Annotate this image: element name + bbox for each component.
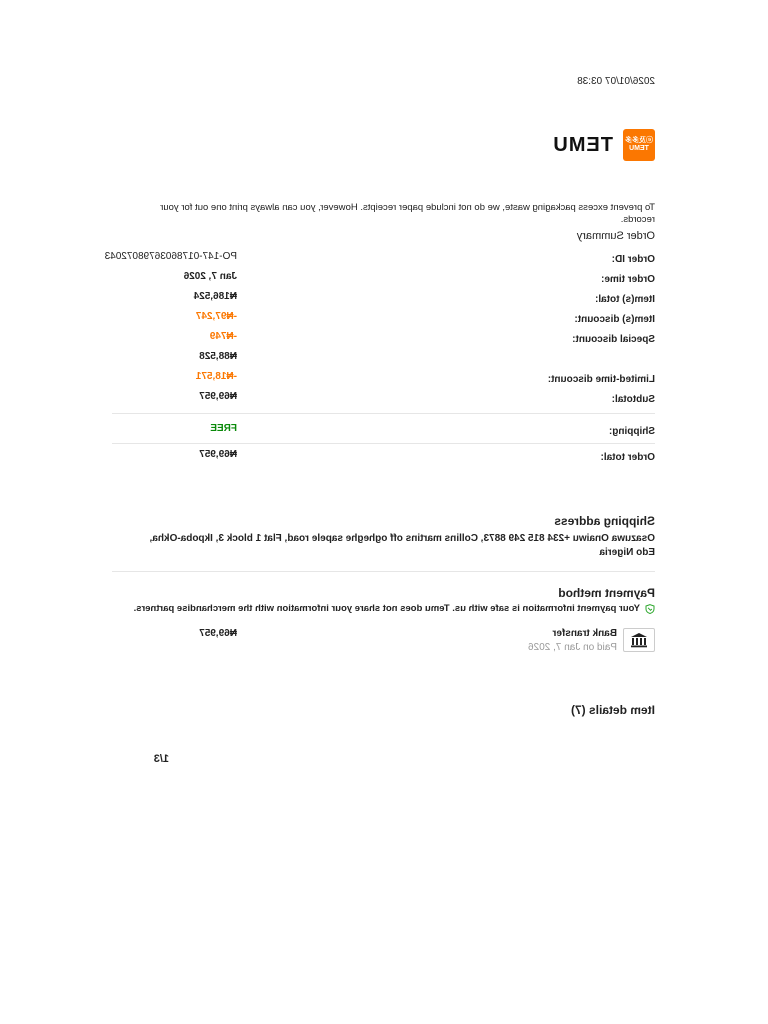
summary-row-shipping	[112, 423, 655, 444]
summary-row-items-total	[112, 291, 655, 312]
shield-check-icon	[645, 604, 655, 614]
summary-row-limited-discount	[112, 371, 655, 392]
summary-value: ₦186,524	[193, 291, 237, 302]
temu-logo-badge	[623, 129, 655, 161]
summary-label: Subtotal:	[611, 394, 655, 405]
summary-label: Order ID:	[611, 254, 655, 265]
summary-value: -₦18,571	[195, 371, 237, 382]
summary-value: -₦97,247	[195, 311, 237, 322]
summary-row-subtotal	[112, 391, 655, 412]
payment-paid-date: Paid on Jan 7, 2026	[528, 642, 617, 653]
logo-badge-top: ⓔ及多多	[625, 137, 653, 144]
summary-label: Order time:	[601, 274, 655, 285]
summary-row-order-total	[112, 449, 655, 470]
summary-label: Special discount:	[572, 334, 655, 345]
summary-value: ₦88,528	[199, 351, 237, 362]
payment-method-title: Payment method	[558, 586, 655, 600]
summary-row-order-time	[112, 271, 655, 292]
bank-icon	[623, 628, 655, 652]
summary-row-intermediate	[112, 351, 655, 372]
summary-label: Shipping:	[608, 426, 655, 437]
payment-method-name: Bank transfer	[552, 628, 617, 639]
order-summary-title: Order Summary	[576, 230, 655, 242]
receipt-notice: To prevent excess packaging waste, we do not include paper receipts. However, you can always print one out for your records.	[160, 202, 655, 225]
shipping-address: Osazuwa Onaiwu +234 815 249 8873, Collins martins off ogheghe sapele road, Flat 1 block 3, Ikpoba-Okha, Edo Nigeria	[149, 533, 655, 558]
logo-wordmark: TEMU	[552, 133, 613, 156]
payment-safety-note	[134, 603, 655, 614]
item-details-title: Item details (7)	[570, 703, 655, 717]
summary-value: FREE	[210, 423, 237, 434]
summary-label: Order total:	[600, 452, 655, 463]
temu-logo	[552, 129, 655, 161]
payment-note-text: Your payment information is safe with us. Temu does not share your information with the merchandise partners.	[133, 603, 640, 614]
summary-value: PO-147-01786036798072043	[104, 251, 237, 262]
summary-label: Item(s) total:	[595, 294, 655, 305]
divider	[112, 571, 655, 572]
payment-amount: ₦69,957	[199, 628, 237, 639]
page-indicator: 1/3	[153, 753, 169, 765]
summary-row-special-discount	[112, 331, 655, 352]
bank-building-icon	[630, 632, 648, 648]
divider	[112, 443, 655, 444]
shipping-address-title: Shipping address	[554, 514, 655, 528]
divider	[112, 413, 655, 414]
timestamp: 2026/01/07 03:38	[577, 76, 655, 87]
summary-label: Limited-time discount:	[547, 374, 655, 385]
summary-value: ₦69,957	[199, 449, 237, 460]
summary-row-items-discount	[112, 311, 655, 332]
summary-value: -₦749	[209, 331, 237, 342]
summary-label: Item(s) discount:	[574, 314, 655, 325]
summary-row-order-id	[104, 251, 655, 272]
logo-badge-bottom: TEMU	[629, 145, 649, 152]
summary-value: Jan 7, 2026	[183, 271, 237, 282]
summary-value: ₦69,957	[199, 391, 237, 402]
